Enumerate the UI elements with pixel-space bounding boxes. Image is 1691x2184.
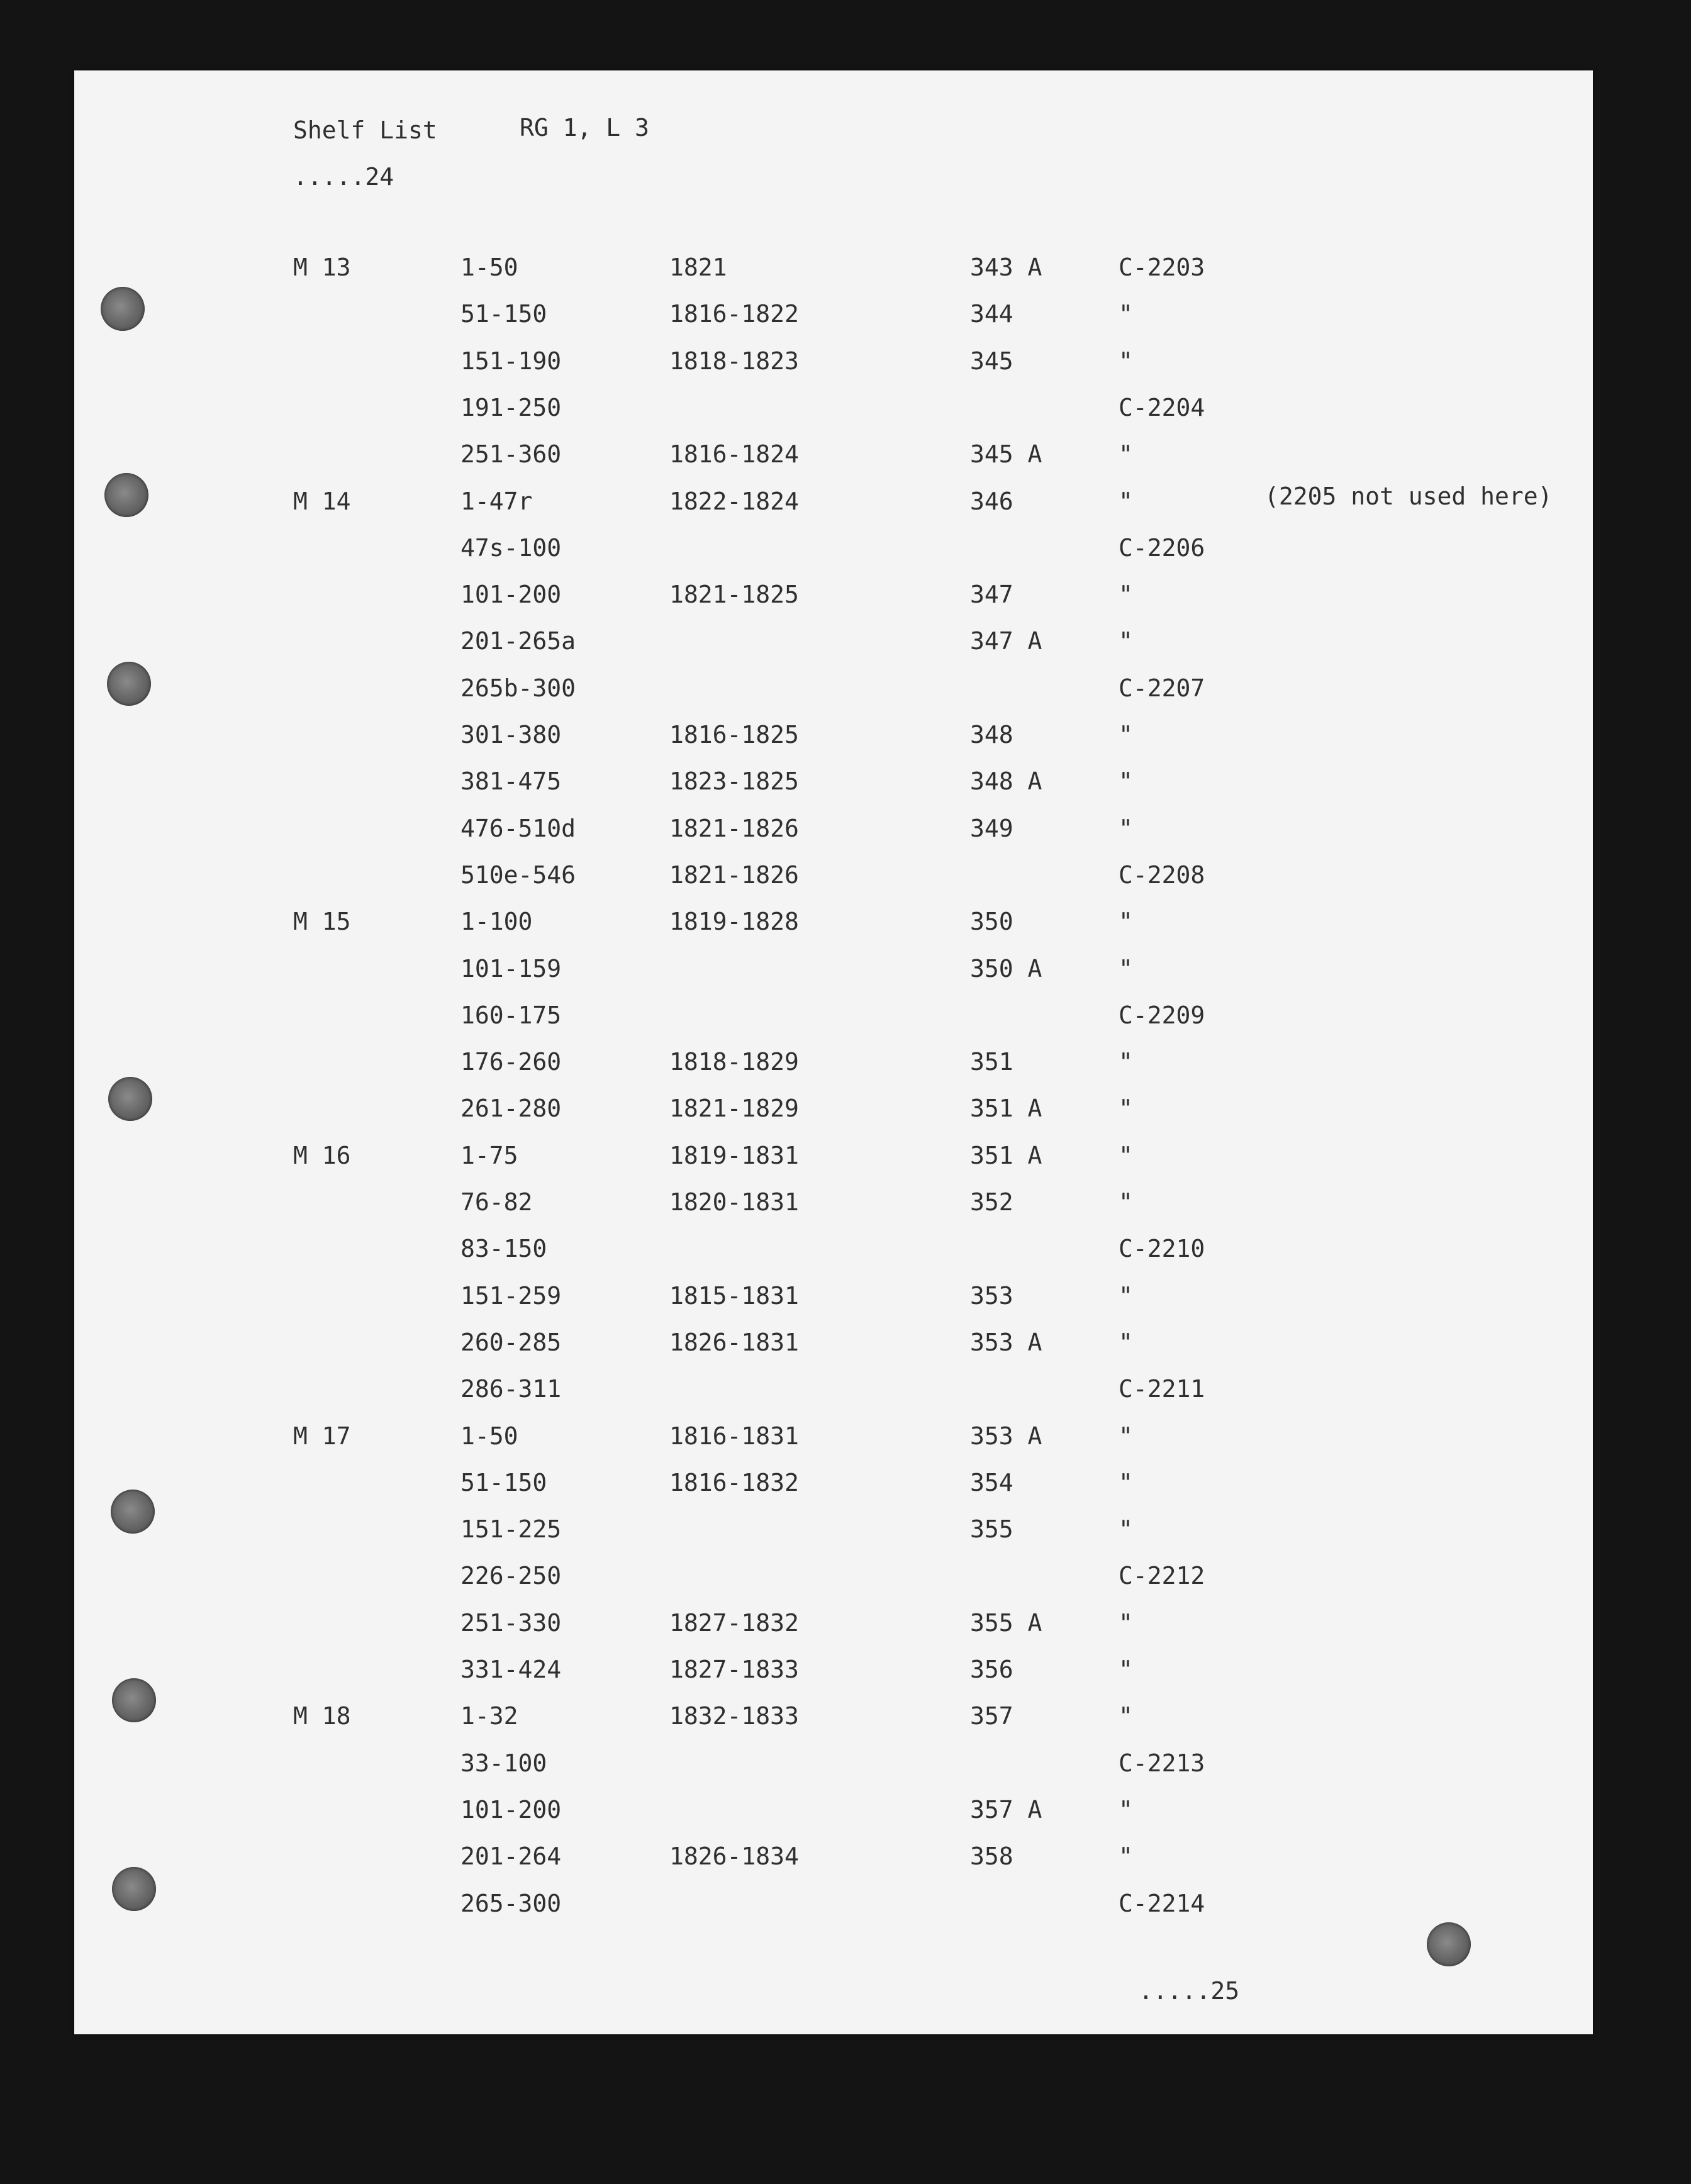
- item-range: 151-259: [460, 1281, 562, 1310]
- item-range: 160-175: [460, 1001, 562, 1029]
- reel-number: ": [1119, 1141, 1133, 1169]
- reel-number: C-2208: [1119, 861, 1205, 889]
- binder-hole: [112, 1867, 156, 1911]
- volume-number: 357: [970, 1702, 1013, 1730]
- volume-number: 346: [970, 487, 1013, 515]
- item-range: 265-300: [460, 1889, 562, 1917]
- reel-number: ": [1119, 721, 1133, 749]
- item-range: 101-200: [460, 1795, 562, 1824]
- reel-number: ": [1119, 347, 1133, 375]
- date-range: 1818-1823: [669, 347, 799, 375]
- reel-number: C-2214: [1119, 1889, 1205, 1917]
- item-range: 51-150: [460, 1468, 547, 1496]
- item-range: 476-510d: [460, 814, 576, 842]
- reel-number: ": [1119, 1515, 1133, 1544]
- document-page: [74, 70, 1593, 2034]
- reel-number: ": [1119, 1795, 1133, 1824]
- volume-number: 348 A: [970, 767, 1042, 796]
- volume-number: 356: [970, 1656, 1013, 1683]
- item-range: 1-50: [460, 254, 518, 281]
- date-range: 1816-1825: [669, 721, 799, 749]
- volume-number: 344: [970, 300, 1013, 328]
- date-range: 1816-1822: [669, 300, 799, 328]
- volume-number: 350: [970, 908, 1013, 936]
- item-range: 201-265a: [460, 627, 576, 655]
- reel-number: ": [1119, 1468, 1133, 1496]
- reel-number: ": [1119, 1048, 1133, 1076]
- volume-number: 355: [970, 1515, 1013, 1544]
- item-range: 51-150: [460, 300, 547, 328]
- reel-2205-note: (2205 not used here): [1264, 482, 1553, 510]
- volume-number: 351 A: [970, 1141, 1042, 1169]
- item-range: 1-32: [460, 1702, 518, 1730]
- reel-number: C-2209: [1119, 1001, 1205, 1029]
- volume-number: 347 A: [970, 627, 1042, 655]
- reel-number: C-2213: [1119, 1749, 1205, 1777]
- item-range: 251-330: [460, 1608, 562, 1637]
- volume-number: 351: [970, 1048, 1013, 1076]
- item-range: 1-50: [460, 1422, 518, 1450]
- date-range: 1822-1824: [669, 487, 799, 515]
- binder-hole: [101, 287, 145, 331]
- volume-number: 351 A: [970, 1095, 1042, 1123]
- next-page-marker: .....25: [1139, 1977, 1240, 2005]
- reel-number: ": [1119, 487, 1133, 515]
- item-range: 1-100: [460, 908, 533, 936]
- item-range: 47s-100: [460, 533, 562, 562]
- reel-number: ": [1119, 581, 1133, 609]
- reel-number: ": [1119, 1095, 1133, 1123]
- date-range: 1819-1828: [669, 908, 799, 936]
- reel-number: ": [1119, 1422, 1133, 1450]
- item-range: 226-250: [460, 1562, 562, 1590]
- series-label: M 15: [293, 908, 351, 936]
- item-range: 251-360: [460, 440, 562, 469]
- date-range: 1818-1829: [669, 1048, 799, 1076]
- reel-number: ": [1119, 627, 1133, 655]
- volume-number: 353 A: [970, 1328, 1042, 1356]
- binder-hole: [104, 473, 148, 517]
- series-label: M 13: [293, 254, 351, 281]
- date-range: 1820-1831: [669, 1188, 799, 1216]
- volume-number: 353 A: [970, 1422, 1042, 1450]
- date-range: 1816-1831: [669, 1422, 799, 1450]
- reel-number: ": [1119, 1656, 1133, 1683]
- reel-number: ": [1119, 814, 1133, 842]
- date-range: 1821-1826: [669, 861, 799, 889]
- item-range: 301-380: [460, 721, 562, 749]
- volume-number: 357 A: [970, 1795, 1042, 1824]
- date-range: 1816-1832: [669, 1468, 799, 1496]
- item-range: 265b-300: [460, 674, 576, 702]
- series-label: M 17: [293, 1422, 351, 1450]
- date-range: 1821-1825: [669, 581, 799, 609]
- item-range: 286-311: [460, 1375, 562, 1403]
- reel-number: ": [1119, 1842, 1133, 1871]
- item-range: 201-264: [460, 1842, 562, 1871]
- item-range: 76-82: [460, 1188, 533, 1216]
- item-range: 261-280: [460, 1095, 562, 1123]
- series-label: M 18: [293, 1702, 351, 1730]
- reel-number: C-2204: [1119, 393, 1205, 421]
- item-range: 176-260: [460, 1048, 562, 1076]
- reel-number: C-2212: [1119, 1562, 1205, 1590]
- item-range: 151-225: [460, 1515, 562, 1544]
- reel-number: ": [1119, 1328, 1133, 1356]
- date-range: 1826-1831: [669, 1328, 799, 1356]
- volume-number: 345: [970, 347, 1013, 375]
- item-range: 101-159: [460, 954, 562, 983]
- shelf-list-title: Shelf List: [293, 116, 437, 144]
- date-range: 1832-1833: [669, 1702, 799, 1730]
- reel-number: ": [1119, 1188, 1133, 1216]
- reel-number: ": [1119, 954, 1133, 983]
- volume-number: 354: [970, 1468, 1013, 1496]
- date-range: 1823-1825: [669, 767, 799, 796]
- item-range: 1-47r: [460, 487, 533, 515]
- reel-number: ": [1119, 300, 1133, 328]
- volume-number: 345 A: [970, 440, 1042, 469]
- item-range: 101-200: [460, 581, 562, 609]
- reel-number: ": [1119, 440, 1133, 469]
- volume-number: 349: [970, 814, 1013, 842]
- item-range: 33-100: [460, 1749, 547, 1777]
- date-range: 1821-1829: [669, 1095, 799, 1123]
- item-range: 83-150: [460, 1235, 547, 1263]
- binder-hole: [1427, 1922, 1471, 1966]
- record-group-reference: RG 1, L 3: [520, 114, 649, 142]
- previous-page-marker: .....24: [293, 163, 394, 191]
- volume-number: 353: [970, 1281, 1013, 1310]
- volume-number: 352: [970, 1188, 1013, 1216]
- date-range: 1819-1831: [669, 1141, 799, 1169]
- reel-number: ": [1119, 1608, 1133, 1637]
- reel-number: C-2207: [1119, 674, 1205, 702]
- volume-number: 347: [970, 581, 1013, 609]
- volume-number: 358: [970, 1842, 1013, 1871]
- date-range: 1821-1826: [669, 814, 799, 842]
- item-range: 381-475: [460, 767, 562, 796]
- volume-number: 343 A: [970, 254, 1042, 281]
- reel-number: ": [1119, 908, 1133, 936]
- binder-hole: [111, 1490, 155, 1534]
- volume-number: 350 A: [970, 954, 1042, 983]
- date-range: 1815-1831: [669, 1281, 799, 1310]
- reel-number: ": [1119, 767, 1133, 796]
- item-range: 260-285: [460, 1328, 562, 1356]
- volume-number: 355 A: [970, 1608, 1042, 1637]
- date-range: 1826-1834: [669, 1842, 799, 1871]
- reel-number: C-2211: [1119, 1375, 1205, 1403]
- reel-number: C-2206: [1119, 533, 1205, 562]
- reel-number: ": [1119, 1281, 1133, 1310]
- binder-hole: [107, 662, 151, 706]
- item-range: 1-75: [460, 1141, 518, 1169]
- item-range: 191-250: [460, 393, 562, 421]
- reel-number: C-2203: [1119, 254, 1205, 281]
- item-range: 510e-546: [460, 861, 576, 889]
- reel-number: C-2210: [1119, 1235, 1205, 1263]
- reel-number: ": [1119, 1702, 1133, 1730]
- date-range: 1816-1824: [669, 440, 799, 469]
- date-range: 1821: [669, 254, 727, 281]
- volume-number: 348: [970, 721, 1013, 749]
- date-range: 1827-1832: [669, 1608, 799, 1637]
- binder-hole: [108, 1077, 152, 1121]
- series-label: M 16: [293, 1141, 351, 1169]
- item-range: 151-190: [460, 347, 562, 375]
- item-range: 331-424: [460, 1656, 562, 1683]
- date-range: 1827-1833: [669, 1656, 799, 1683]
- binder-hole: [112, 1678, 156, 1722]
- series-label: M 14: [293, 487, 351, 515]
